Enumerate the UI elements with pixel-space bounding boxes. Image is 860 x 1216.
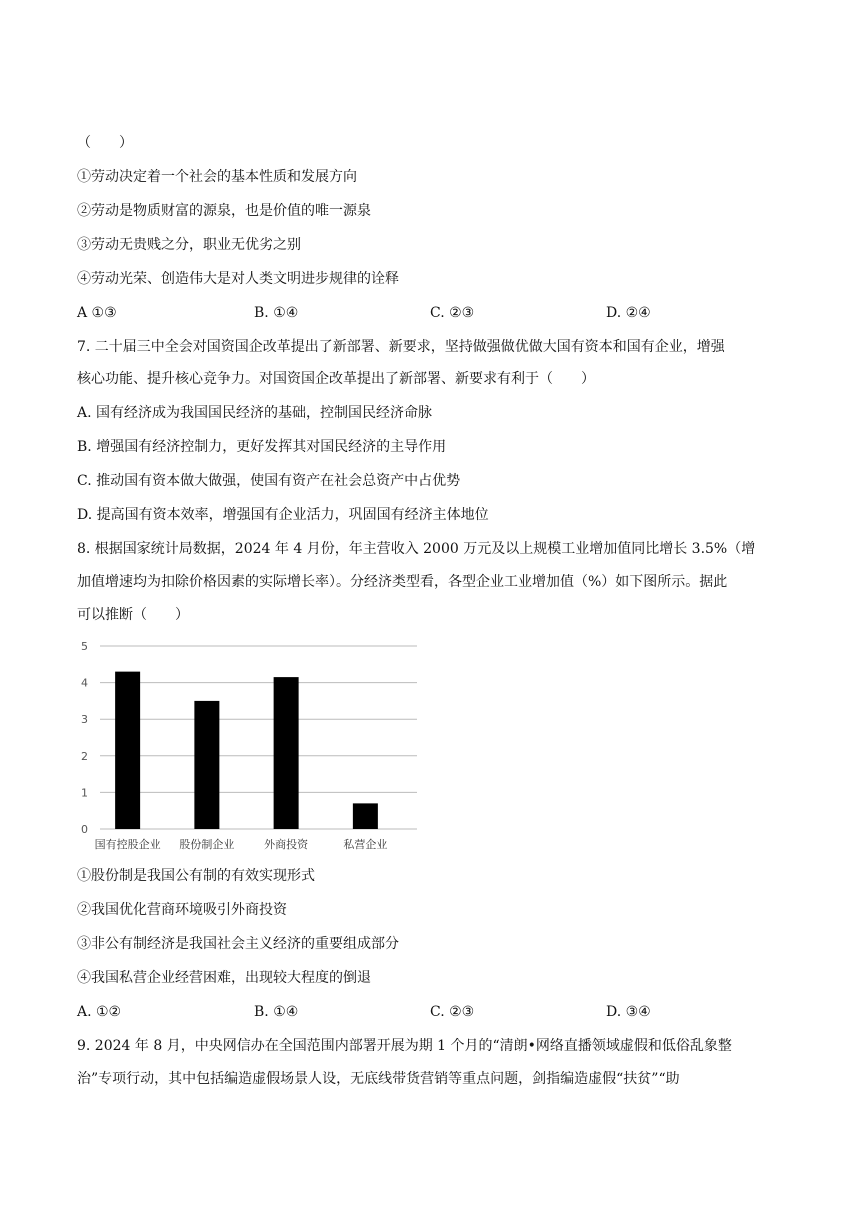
q6-statement-4: ④劳动光荣、创造伟大是对人类文明进步规律的诠释 (77, 271, 399, 287)
q6-stem-tail: （ ） (77, 135, 133, 151)
q8-option-c: C. ②③ (430, 1004, 475, 1020)
y-tick-label: 4 (81, 676, 88, 690)
q9-stem-line-2: 治”专项行动，其中包括编造虚假场景人设，无底线带货营销等重点问题，剑指编造虚假“扶贫”“助 (77, 1071, 680, 1087)
y-tick-label: 1 (81, 786, 88, 800)
x-category-label: 股份制企业 (179, 838, 235, 851)
q7-stem-line-2: 核心功能、提升核心竞争力。对国资国企改革提出了新部署、新要求有利于（ ） (77, 371, 595, 387)
bar (115, 672, 140, 829)
q7-option-c: C. 推动国有资本做大做强，使国有资产在社会总资产中占优势 (77, 473, 461, 489)
q7-option-d: D. 提高国有资本效率，增强国有企业活力，巩固国有经济主体地位 (77, 507, 489, 523)
q8-option-b: B. ①④ (254, 1004, 299, 1020)
q7-stem-line-1: 7. 二十届三中全会对国资国企改革提出了新部署、新要求，坚持做强做优做大国有资本和国有企业，增强 (77, 339, 725, 355)
y-tick-label: 2 (81, 749, 88, 763)
bar (274, 677, 299, 829)
q8-statement-3: ③非公有制经济是我国社会主义经济的重要组成部分 (77, 936, 399, 952)
q8-stem-line-3: 可以推断（ ） (77, 607, 189, 623)
y-tick-label: 0 (81, 823, 88, 836)
q8-statement-1: ①股份制是我国公有制的有效实现形式 (77, 868, 315, 884)
industrial-value-bar-chart (72, 635, 422, 860)
q7-option-a: A. 国有经济成为我国国民经济的基础，控制国民经济命脉 (77, 405, 433, 421)
bar (353, 803, 378, 829)
q8-stem-line-1: 8. 根据国家统计局数据，2024 年 4 月份，年主营收入 2000 万元及以上规模工业增加值同比增长 3.5%（增 (77, 541, 756, 557)
q8-option-a: A. ①② (77, 1004, 122, 1020)
x-category-label: 外商投资 (264, 838, 309, 851)
q6-statement-3: ③劳动无贵贱之分，职业无优劣之别 (77, 237, 301, 253)
q6-option-c: C. ②③ (430, 305, 475, 321)
q8-option-d: D. ③④ (606, 1004, 651, 1020)
q6-option-a: A ①③ (77, 305, 117, 321)
q8-stem-line-2: 加值增速均为扣除价格因素的实际增长率）。分经济类型看，各型企业工业增加值（%）如下图所示。据此 (77, 574, 728, 590)
q8-statement-2: ②我国优化营商环境吸引外商投资 (77, 902, 287, 918)
q8-statement-4: ④我国私营企业经营困难，出现较大程度的倒退 (77, 970, 371, 986)
q6-option-b: B. ①④ (254, 305, 299, 321)
q7-option-b: B. 增强国有经济控制力，更好发挥其对国民经济的主导作用 (77, 439, 447, 455)
x-category-label: 私营企业 (343, 838, 388, 851)
q6-statement-2: ②劳动是物质财富的源泉，也是价值的唯一源泉 (77, 203, 371, 219)
q9-stem-line-1: 9. 2024 年 8 月，中央网信办在全国范围内部署开展为期 1 个月的“清朗•网络直播领域虚假和低俗乱象整 (77, 1038, 732, 1054)
y-tick-label: 5 (81, 640, 88, 653)
bar (194, 701, 219, 829)
y-tick-label: 3 (81, 713, 88, 727)
q6-statement-1: ①劳动决定着一个社会的基本性质和发展方向 (77, 169, 357, 185)
q6-option-d: D. ②④ (606, 305, 651, 321)
x-category-label: 国有控股企业 (94, 838, 161, 851)
